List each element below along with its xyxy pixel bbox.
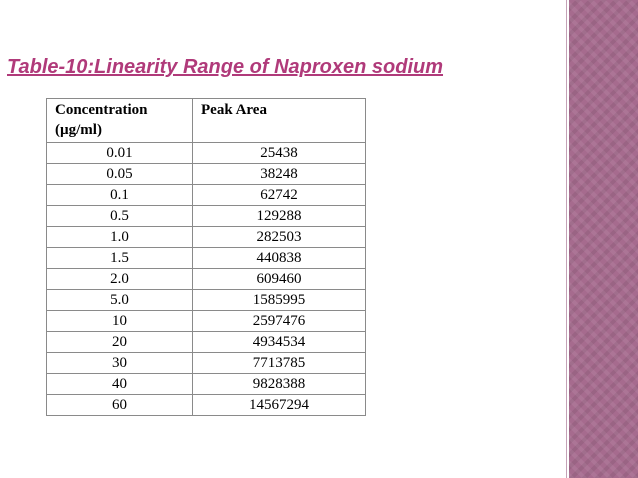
table-row <box>47 311 366 332</box>
peak-area-cell: 14567294 <box>193 395 366 416</box>
concentration-cell: 0.5 <box>47 206 193 227</box>
table-row <box>47 185 366 206</box>
slide-title: Table-10:Linearity Range of Naproxen sodium <box>7 56 444 78</box>
linearity-table <box>46 98 366 416</box>
peak-area-cell: 2597476 <box>193 311 366 332</box>
concentration-header-unit: (µg/ml) <box>55 122 102 138</box>
concentration-cell: 10 <box>47 311 193 332</box>
decorative-sidebar <box>569 0 638 478</box>
table-row <box>47 290 366 311</box>
peak-area-cell: 1585995 <box>193 290 366 311</box>
peak-area-cell: 440838 <box>193 248 366 269</box>
concentration-cell: 5.0 <box>47 290 193 311</box>
table-row <box>47 164 366 185</box>
peak-area-cell: 62742 <box>193 185 366 206</box>
concentration-cell: 40 <box>47 374 193 395</box>
peak-area-cell: 7713785 <box>193 353 366 374</box>
peak-area-cell: 282503 <box>193 227 366 248</box>
concentration-header <box>47 99 193 143</box>
peak-area-cell: 609460 <box>193 269 366 290</box>
peak-area-cell: 38248 <box>193 164 366 185</box>
table-row <box>47 143 366 164</box>
concentration-cell: 30 <box>47 353 193 374</box>
peak-area-cell: 4934534 <box>193 332 366 353</box>
table-row <box>47 374 366 395</box>
table-row <box>47 269 366 290</box>
table-header-row <box>47 99 366 143</box>
concentration-cell: 0.1 <box>47 185 193 206</box>
concentration-cell: 1.5 <box>47 248 193 269</box>
concentration-cell: 20 <box>47 332 193 353</box>
table-row <box>47 206 366 227</box>
concentration-cell: 0.05 <box>47 164 193 185</box>
table-row <box>47 395 366 416</box>
table-row <box>47 332 366 353</box>
peak-area-cell: 25438 <box>193 143 366 164</box>
concentration-cell: 0.01 <box>47 143 193 164</box>
peak-area-cell: 9828388 <box>193 374 366 395</box>
concentration-cell: 2.0 <box>47 269 193 290</box>
peak-area-cell: 129288 <box>193 206 366 227</box>
concentration-cell: 1.0 <box>47 227 193 248</box>
table-row <box>47 227 366 248</box>
table-row <box>47 248 366 269</box>
concentration-header-label: Concentration <box>55 102 148 118</box>
peak-area-header: Peak Area <box>193 99 366 143</box>
table-row <box>47 353 366 374</box>
concentration-cell: 60 <box>47 395 193 416</box>
